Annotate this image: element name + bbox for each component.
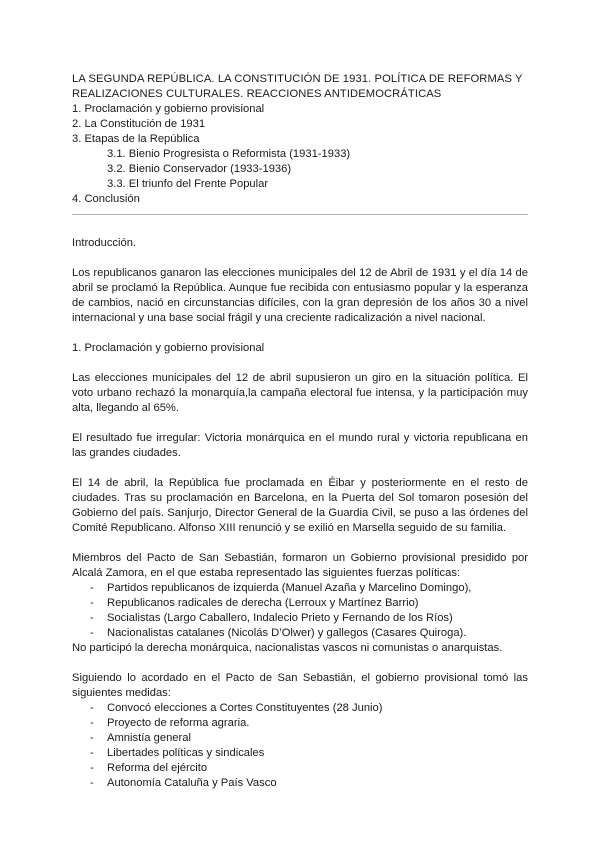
political-forces-list: [72, 581, 528, 641]
list-item: - Amnistía general: [90, 732, 191, 744]
dash-bullet: -: [90, 717, 94, 729]
horizontal-divider: [72, 214, 528, 215]
section-1-heading: 1. Proclamación y gobierno provisional: [72, 342, 265, 354]
toc-item: 3. Etapas de la República: [72, 133, 200, 145]
toc-item: 2. La Constitución de 1931: [72, 118, 206, 130]
dash-bullet: -: [90, 627, 94, 639]
toc-item: 1. Proclamación y gobierno provisional: [72, 103, 265, 115]
dash-bullet: -: [90, 747, 94, 759]
list-item: - Socialistas (Largo Caballero, Indalecio Prieto y Fernando de los Ríos): [90, 612, 453, 624]
paragraph-proclamation: El 14 de abril, la República fue proclamada en Éibar y posteriormente en el resto de ciudades. Tras su proclamación en Barcelona, en la Puerta del Sol tomaron posesión del Gobierno del país. Sanjurjo, Director General de la Guardia Civil, se puso a las órdenes del Comité Republicano. Alfonso XIII renunció y se exilió en Marsella seguido de su familia.: [72, 477, 528, 534]
table-of-contents: [72, 102, 528, 207]
document-page: [72, 72, 528, 791]
toc-subitem: 3.3. El triunfo del Frente Popular: [107, 178, 269, 190]
paragraph-measures-intro: Siguiendo lo acordado en el Pacto de San Sebastián, el gobierno provisional tomó las siguientes medidas:: [72, 672, 528, 699]
list-item: - Partidos republicanos de izquierda (Manuel Azaña y Marcelino Domingo),: [90, 582, 472, 594]
toc-subitem: 3.1. Bienio Progresista o Reformista (1931-1933): [107, 148, 351, 160]
title-line-2: REALIZACIONES CULTURALES. REACCIONES ANTIDEMOCRÁTICAS: [72, 88, 442, 100]
list-item: - Autonomía Cataluña y País Vasco: [90, 777, 277, 789]
list-item: - Reforma del ejército: [90, 762, 208, 774]
toc-item: 4. Conclusión: [72, 193, 140, 205]
dash-bullet: -: [90, 732, 94, 744]
list-item: - Nacionalistas catalanes (Nicolás D’Olwer) y gallegos (Casares Quiroga).: [90, 627, 467, 639]
dash-bullet: -: [90, 597, 94, 609]
document-title: [72, 72, 528, 102]
list-item: - Republicanos radicales de derecha (Lerroux y Martínez Barrio): [90, 597, 419, 609]
paragraph-elections: Las elecciones municipales del 12 de abril supusieron un giro en la situación política. El voto urbano rechazó la monarquía,la campaña electoral fue intensa, y la participación muy alta, llegando al 65%.: [72, 372, 528, 414]
dash-bullet: -: [90, 777, 94, 789]
list-item: - Libertades políticas y sindicales: [90, 747, 265, 759]
paragraph-result: El resultado fue irregular: Victoria monárquica en el mundo rural y victoria republicana en las grandes ciudades.: [72, 432, 528, 459]
toc-subitem: 3.2. Bienio Conservador (1933-1936): [107, 163, 292, 175]
paragraph-provisional-government: Miembros del Pacto de San Sebastián, formaron un Gobierno provisional presidido por Alcalá Zamora, en el que estaba representado las siguientes fuerzas políticas:: [72, 552, 528, 579]
intro-heading: Introducción.: [72, 237, 137, 249]
dash-bullet: -: [90, 612, 94, 624]
measures-list: [72, 701, 528, 791]
list-item: - Convocó elecciones a Cortes Constituyentes (28 Junio): [90, 702, 383, 714]
list-item: - Proyecto de reforma agraria.: [90, 717, 250, 729]
title-line-1: LA SEGUNDA REPÚBLICA. LA CONSTITUCIÓN DE 1931. POLÍTICA DE REFORMAS Y: [72, 73, 523, 85]
dash-bullet: -: [90, 762, 94, 774]
intro-paragraph: Los republicanos ganaron las elecciones municipales del 12 de Abril de 1931 y el día 14 de abril se proclamó la República. Aunque fue recibida con entusiasmo popular y la esperanza de cambios, nació en circunstancias difíciles, con la gran depresión de los años 30 a nivel internacional y una base social frágil y una creciente radicalización a nivel nacional.: [72, 267, 528, 324]
dash-bullet: -: [90, 582, 94, 594]
dash-bullet: -: [90, 702, 94, 714]
paragraph-no-participation: No participó la derecha monárquica, nacionalistas vascos ni comunistas o anarquistas.: [72, 642, 503, 654]
